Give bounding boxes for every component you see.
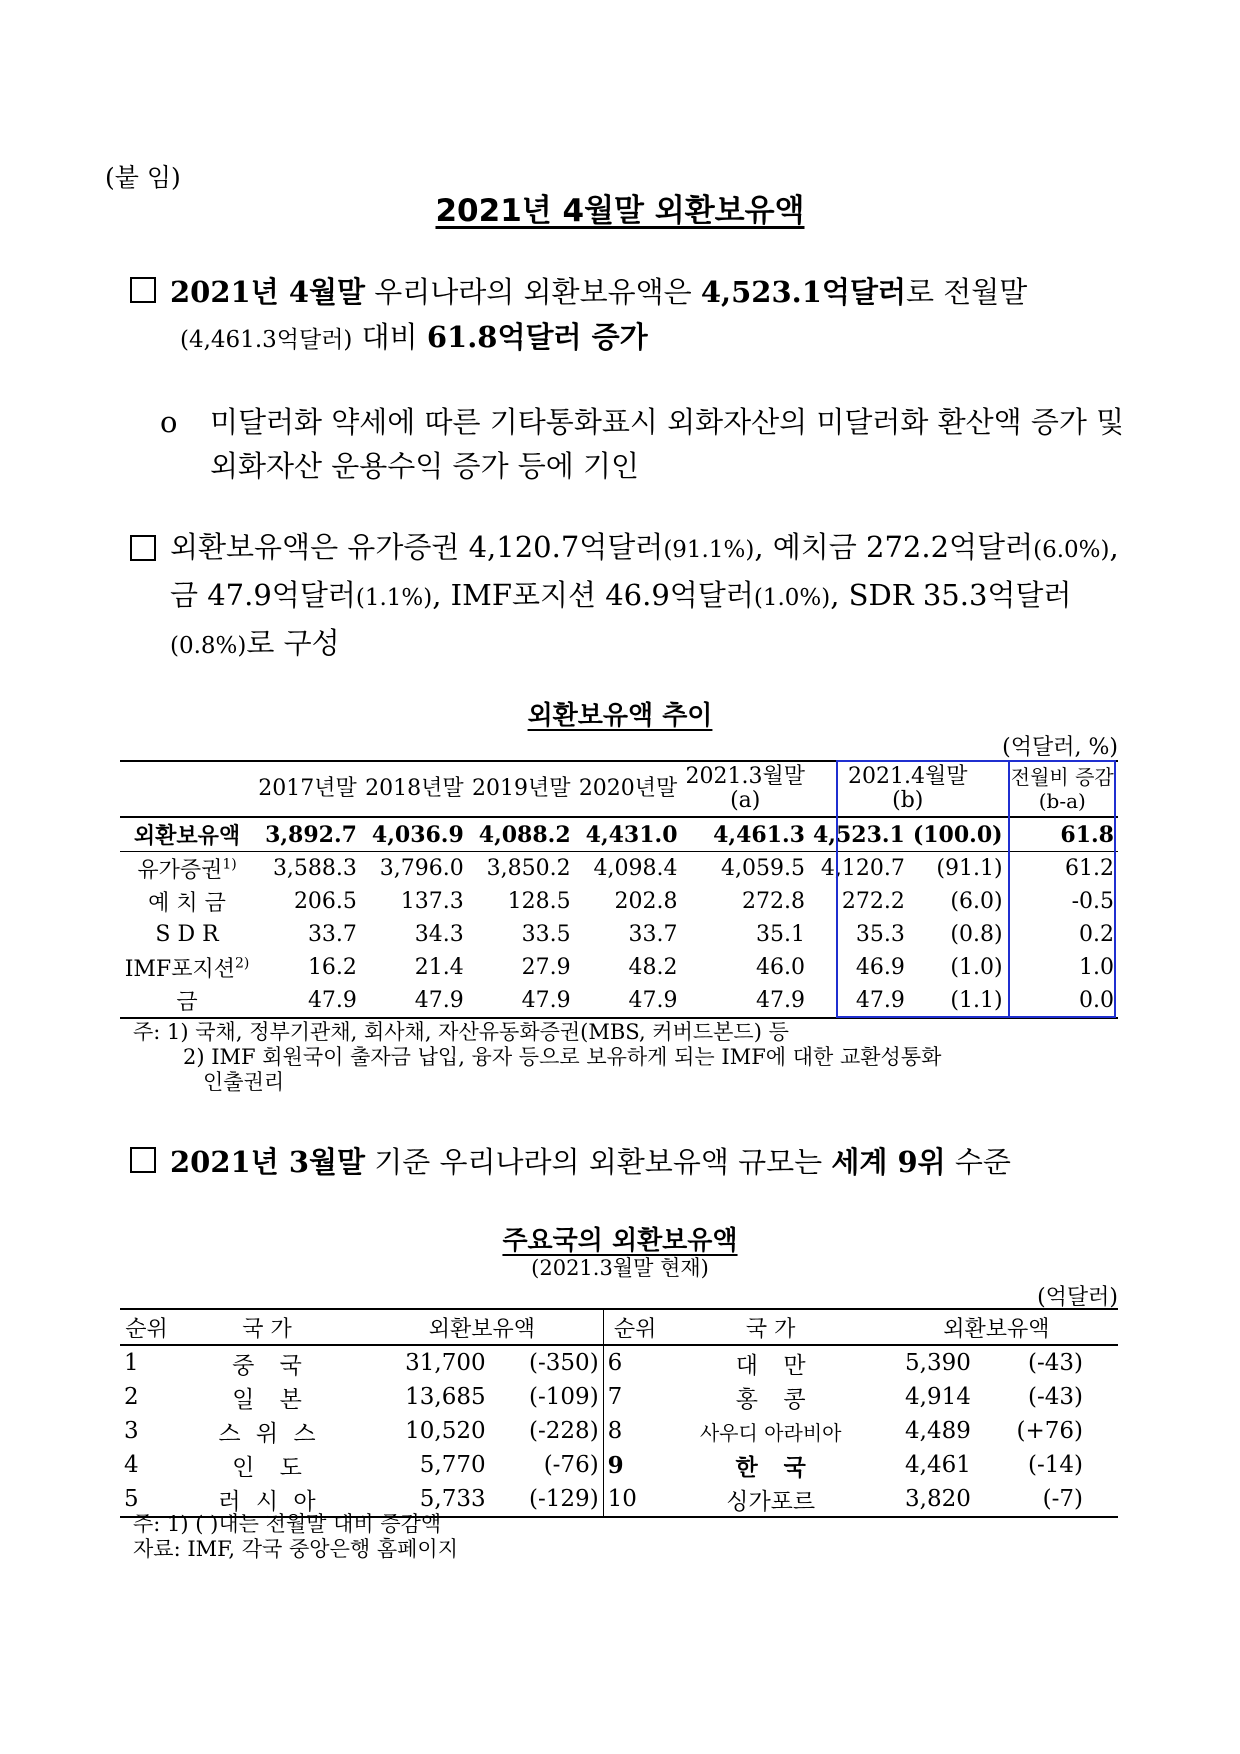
table-row: 금 47.9 47.9 47.9 47.9 47.9 47.9 (1.1) 0.0 bbox=[120, 984, 1118, 1018]
summary-subpoint: o 미달러화 약세에 따른 기타통화표시 외화자산의 미달러화 환산액 증가 및 외화자산 운용수익 증가 등에 기인 bbox=[160, 400, 1130, 488]
ranking-paragraph: 2021년 3월말 기준 우리나라의 외환보유액 규모는 세계 9위 수준 bbox=[130, 1140, 1130, 1185]
table-row: 4 인 도 5,770 (-76) 9 한 국 4,461 (-14) bbox=[120, 1448, 1118, 1482]
table-row: 2 일 본 13,685 (-109) 7 홍 콩 4,914 (-43) bbox=[120, 1380, 1118, 1414]
table-row: 외환보유액 3,892.7 4,036.9 4,088.2 4,431.0 4,461.3 4,523.1 (100.0) 61.8 bbox=[120, 817, 1118, 852]
table1-unit: (억달러, %) bbox=[1002, 735, 1118, 760]
table-row: 1 중 국 31,700 (-350) 6 대 만 5,390 (-43) bbox=[120, 1345, 1118, 1380]
checkbox-bullet-icon bbox=[130, 535, 156, 561]
table1-note-2: 2) IMF 회원국이 출자금 납입, 융자 등으로 보유하게 되는 IMF에 대한 교환성통화 bbox=[183, 1045, 942, 1069]
table-row: 3 스 위 스 10,520 (-228) 8 사우디 아라비아 4,489 (+76) bbox=[120, 1414, 1118, 1448]
table2-note-1: 주: 1) ( )내는 전월말 대비 증감액 bbox=[133, 1512, 442, 1536]
table-row: 유가증권$^{1)}$ 3,588.3 3,796.0 3,850.2 4,098.4 4,059.5 4,120.7 (91.1) 61.2 bbox=[137, 856, 1114, 883]
attachment-label: (붙 임) bbox=[105, 163, 181, 192]
table2-source: 자료: IMF, 각국 중앙은행 홈페이지 bbox=[133, 1537, 458, 1561]
table1-caption: 외환보유액 추이 bbox=[527, 701, 713, 731]
table-header-row: 2017년말 2018년말 2019년말 2020년말 2021.3월말 (a) 2021.4월말 (b) 전월비 증감 (b-a) bbox=[120, 761, 1118, 817]
checkbox-bullet-icon bbox=[130, 1147, 156, 1173]
page-title: 2021년 4월말 외환보유액 bbox=[435, 193, 805, 229]
table1-note-1: 주: 1) 국채, 정부기관채, 회사채, 자산유동화증권(MBS, 커버드본드) 등 bbox=[133, 1020, 789, 1044]
summary-paragraph-1: 2021년 4월말 우리나라의 외환보유액은 4,523.1억달러로 전월말 (4,461.3억달러) 대비 61.8억달러 증가 bbox=[130, 270, 1130, 363]
table2-subcaption: (2021.3월말 현재) bbox=[531, 1256, 709, 1280]
reserves-trend-table bbox=[120, 760, 1118, 1019]
major-countries-table bbox=[120, 1308, 1118, 1518]
table-row: IMF포지션$^{2)}$ 16.2 21.4 27.9 48.2 46.0 46.9 (1.0) 1.0 bbox=[124, 955, 1114, 982]
table2-unit: (억달러) bbox=[1037, 1285, 1118, 1310]
table-header-row: 순위 국 가 외환보유액 순위 국 가 외환보유액 bbox=[120, 1309, 1118, 1345]
highlight-divider bbox=[1008, 760, 1010, 1018]
table1-note-3: 인출권리 bbox=[203, 1070, 285, 1094]
table-row: S D R 33.7 34.3 33.5 33.7 35.1 35.3 (0.8) 0.2 bbox=[155, 922, 1114, 947]
summary-paragraph-2: 외환보유액은 유가증권 4,120.7억달러(91.1%), 예치금 272.2억달러(6.0%), 금 47.9억달러(1.1%), IMF포지션 46.9억달러(1.0%), SDR 35.3억달러(0.8%)로 구성 bbox=[130, 525, 1130, 669]
table-row: 예 치 금 206.5 137.3 128.5 202.8 272.8 272.2 (6.0) -0.5 bbox=[148, 889, 1114, 916]
table-row: 5 러 시 아 5,733 (-129) 10 싱가포르 3,820 (-7) bbox=[120, 1482, 1118, 1517]
circle-bullet-icon: o bbox=[160, 405, 178, 439]
checkbox-bullet-icon bbox=[130, 277, 156, 303]
table2-caption: 주요국의 외환보유액 bbox=[502, 1226, 738, 1256]
